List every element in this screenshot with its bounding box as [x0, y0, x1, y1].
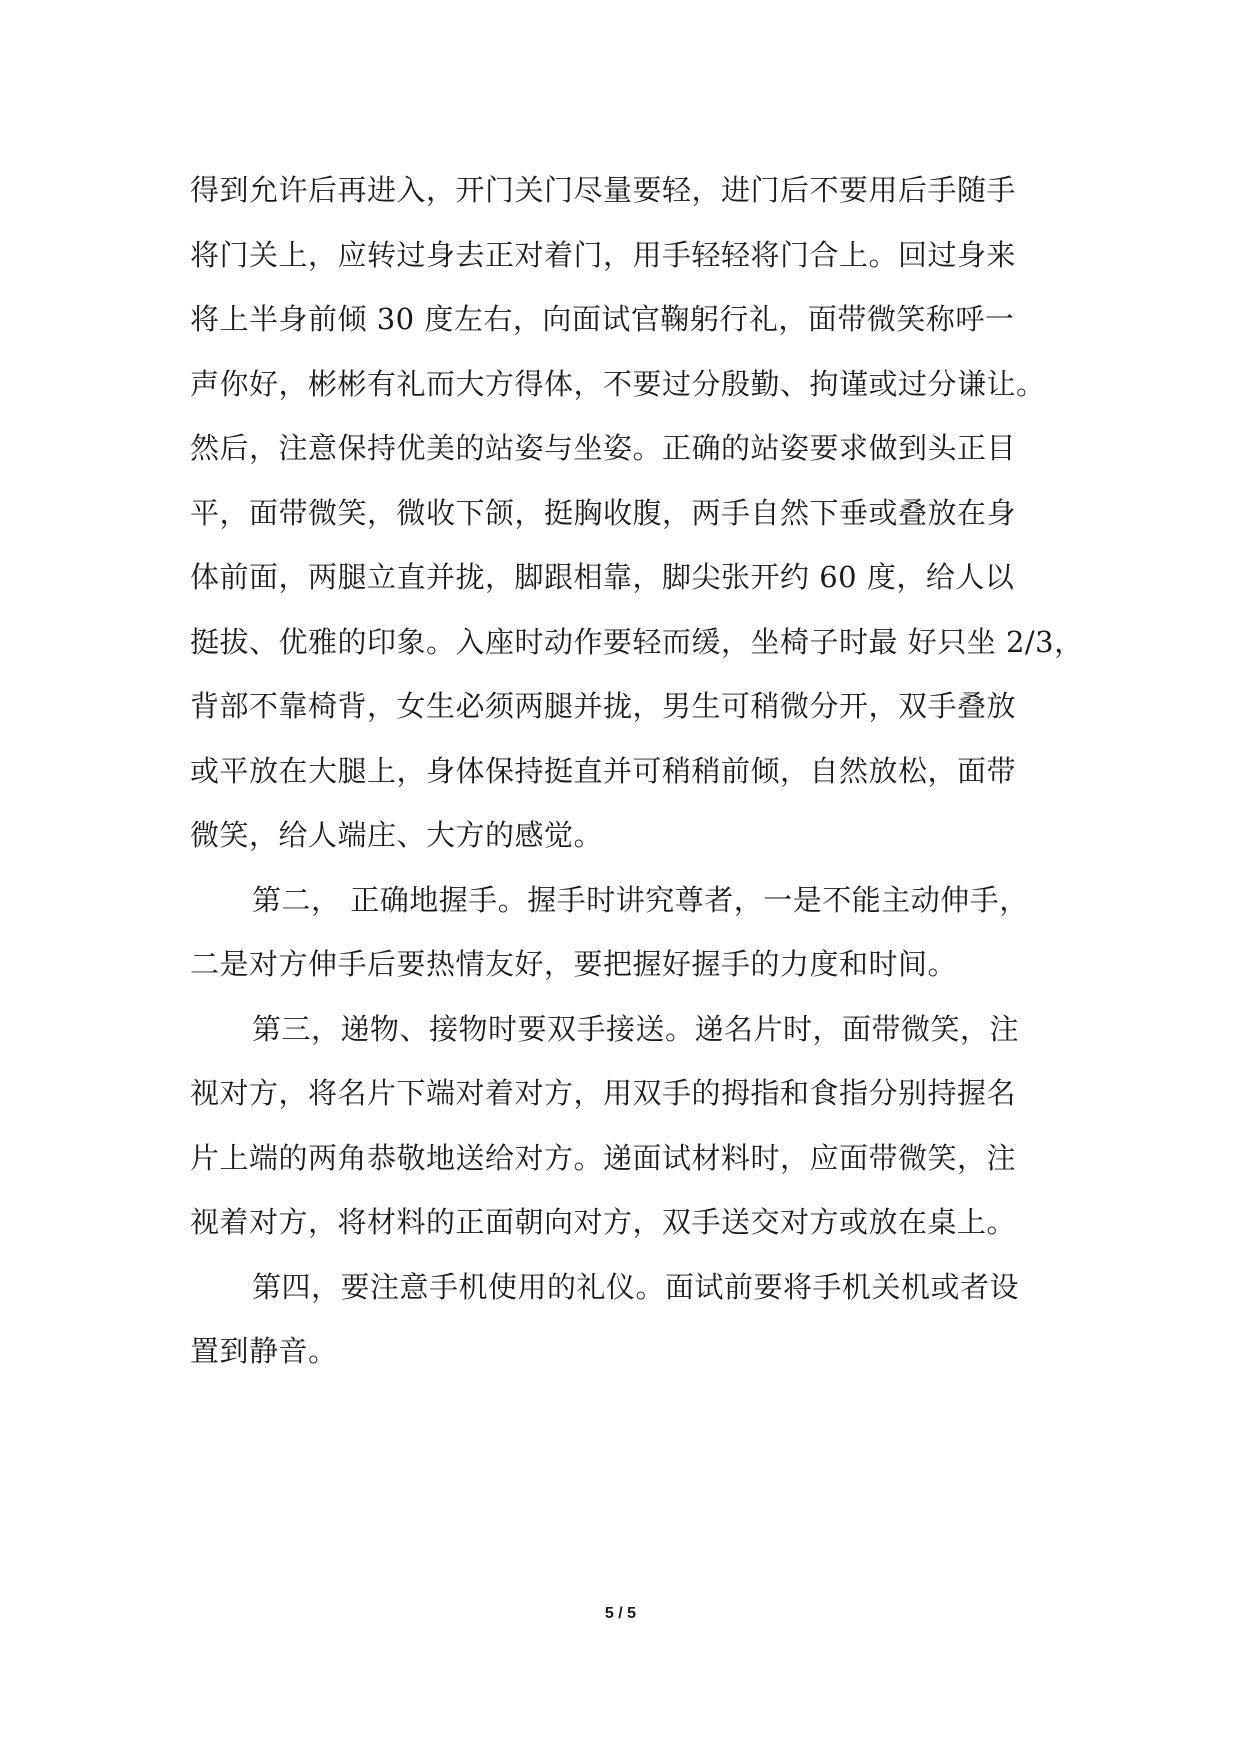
paragraph-first-line: 第四，要注意手机使用的礼仪。面试前要将手机关机或者设	[252, 1269, 1020, 1304]
text-line: 片上端的两角恭敬地送给对方。递面试材料时，应面带微笑，注	[190, 1140, 1017, 1175]
text-line: 视着对方，将材料的正面朝向对方，双手送交对方或放在桌上。	[190, 1205, 1017, 1239]
text-line: 体前面，两腿立直并拢，脚跟相靠，脚尖张开约 60 度，给人以	[190, 560, 1015, 594]
text-line: 将上半身前倾 30 度左右，向面试官鞠躬行礼，面带微笑称呼一	[190, 302, 1015, 336]
text-line: 平，面带微笑，微收下颌，挺胸收腹，两手自然下垂或叠放在身	[190, 495, 1017, 530]
text-line: 视对方，将名片下端对着对方，用双手的拇指和食指分别持握名	[190, 1076, 1017, 1110]
text-line: 置到静音。	[190, 1334, 338, 1368]
text-line: 然后，注意保持优美的站姿与坐姿。正确的站姿要求做到头正目	[190, 431, 1017, 465]
text-line: 声你好，彬彬有礼而大方得体，不要过分殷勤、拘谨或过分谦让。	[190, 366, 1046, 401]
text-line: 或平放在大腿上，身体保持挺直并可稍稍前倾，自然放松，面带	[190, 753, 1017, 788]
document-body	[190, 158, 1084, 1384]
text-line: 二是对方伸手后要热情友好，要把握好握手的力度和时间。	[190, 947, 958, 981]
text-line: 将门关上，应转过身去正对着门，用手轻轻将门合上。回过身来	[190, 237, 1017, 272]
paragraph-first-line: 第二， 正确地握手。握手时讲究尊者，一是不能主动伸手，	[252, 882, 1029, 917]
text-line: 得到允许后再进入，开门关门尽量要轻，进门后不要用后手随手	[190, 173, 1017, 207]
text-line: 挺拔、优雅的印象。入座时动作要轻而缓，坐椅子时最 好只坐 2/3，	[190, 624, 1084, 659]
paragraph-first-line: 第三，递物、接物时要双手接送。递名片时，面带微笑，注	[252, 1011, 1020, 1046]
text-line: 背部不靠椅背，女生必须两腿并拢，男生可稍微分开，双手叠放	[190, 689, 1017, 723]
page-number: 5 / 5	[604, 1605, 637, 1622]
text-line: 微笑，给人端庄、大方的感觉。	[190, 818, 604, 852]
